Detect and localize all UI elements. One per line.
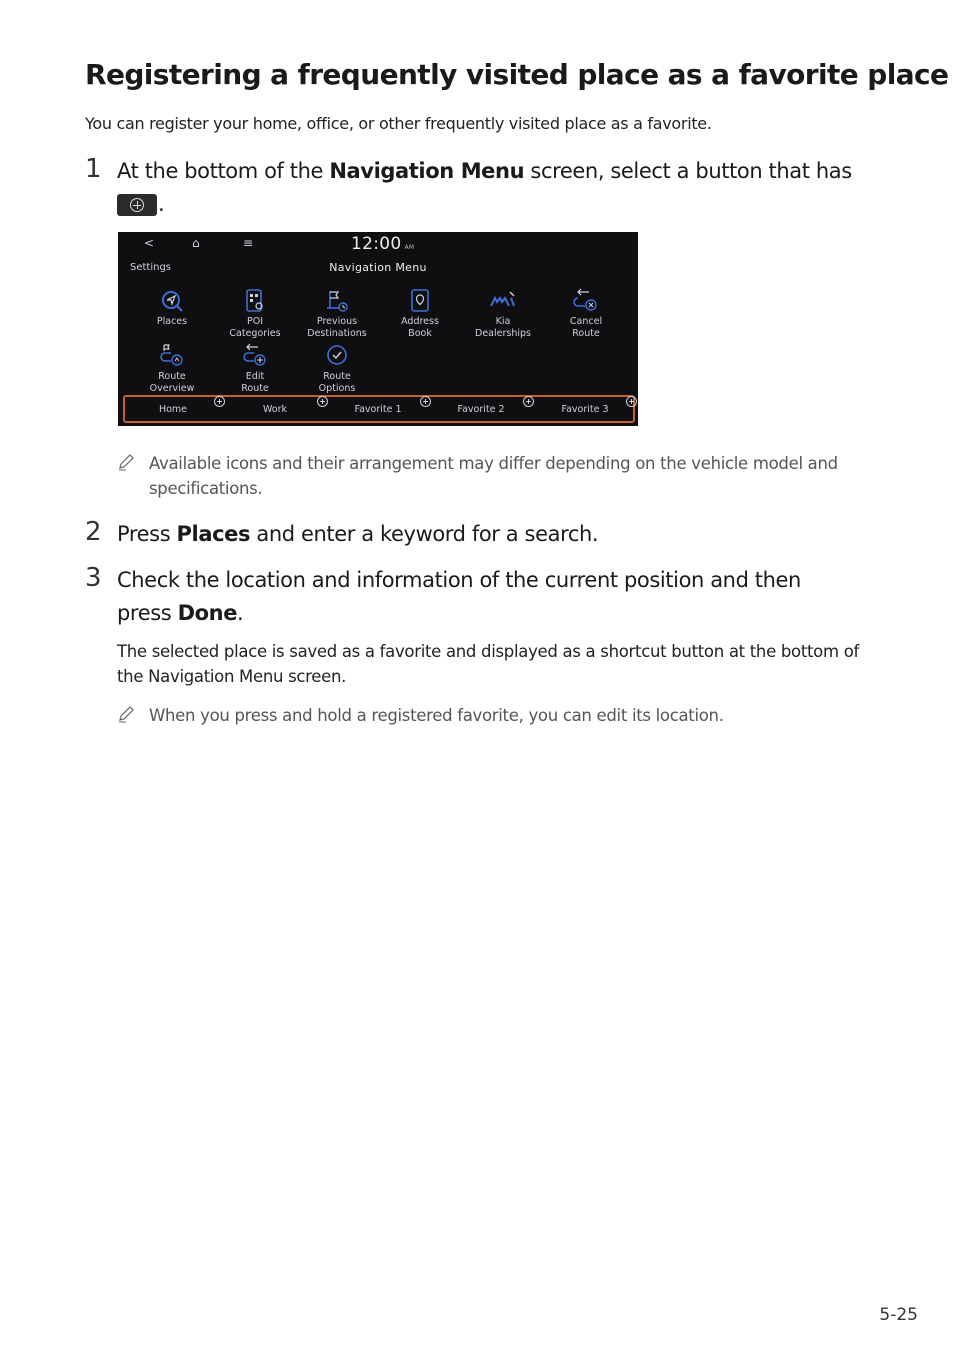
pencil-note-icon (117, 705, 135, 723)
places-term: Places (176, 522, 251, 546)
menu-title: Navigation Menu (329, 261, 427, 274)
places-icon (159, 288, 185, 314)
tile-previous-destinations[interactable]: Previous Destinations (297, 288, 377, 340)
route-overview-icon (159, 343, 185, 369)
plus-icon (626, 396, 637, 407)
back-icon[interactable]: < (144, 236, 155, 250)
tile-edit-route[interactable]: Edit Route (215, 343, 295, 395)
cancel-route-icon (573, 288, 599, 314)
poi-categories-icon (242, 288, 268, 314)
plus-icon (317, 396, 328, 407)
page-title: Registering a frequently visited place as a favorite place (85, 58, 949, 91)
pencil-note-icon (117, 453, 135, 471)
intro-text: You can register your home, office, or other frequently visited place as a favorite. (85, 114, 712, 133)
favorite-1-button[interactable]: Favorite 1 (354, 404, 402, 415)
plus-icon (523, 396, 534, 407)
tile-kia-dealerships[interactable]: Kia Dealerships (463, 288, 543, 340)
kia-logo-icon (488, 288, 518, 314)
step-number: 2 (85, 517, 102, 547)
tile-poi-categories[interactable]: POI Categories (215, 288, 295, 340)
navigation-menu-term: Navigation Menu (329, 159, 525, 183)
page-number: 5-25 (879, 1305, 918, 1325)
tile-places[interactable]: Places (132, 288, 212, 328)
favorite-2-button[interactable]: Favorite 2 (457, 404, 505, 415)
plus-icon (214, 396, 225, 407)
note-2: When you press and hold a registered favorite, you can edit its location. (117, 703, 857, 729)
clock: 12:00 AM (351, 234, 415, 254)
address-book-icon (407, 288, 433, 314)
favorite-home-button[interactable]: Home (158, 404, 188, 415)
step-number: 1 (85, 154, 102, 184)
menu-icon[interactable]: ≡ (243, 236, 254, 250)
tile-cancel-route[interactable]: Cancel Route (546, 288, 626, 340)
step-text: Check the location and information of the current position and then press Done. (117, 568, 801, 625)
step-text: At the bottom of the Navigation Menu screen, select a button that has . (117, 159, 852, 216)
tile-route-overview[interactable]: Route Overview (132, 343, 212, 395)
previous-destinations-icon (324, 288, 350, 314)
route-options-icon (324, 343, 350, 369)
step-3-description: The selected place is saved as a favorite and displayed as a shortcut button at the bottom of the Navigation Menu screen. (117, 642, 859, 686)
tile-address-book[interactable]: Address Book (380, 288, 460, 340)
step-text: Press Places and enter a keyword for a search. (117, 522, 599, 546)
step-number: 3 (85, 563, 102, 593)
note-1: Available icons and their arrangement may differ depending on the vehicle model and specifications. (117, 451, 857, 501)
navigation-menu-screenshot (118, 232, 638, 426)
done-term: Done (177, 601, 238, 625)
home-icon[interactable]: ⌂ (192, 236, 200, 250)
favorite-3-button[interactable]: Favorite 3 (561, 404, 609, 415)
tile-route-options[interactable]: Route Options (297, 343, 377, 395)
edit-route-icon (242, 343, 268, 369)
plus-icon (420, 396, 431, 407)
settings-link[interactable]: Settings (130, 262, 172, 273)
add-favorite-button-icon (117, 194, 157, 216)
favorite-work-button[interactable]: Work (262, 404, 288, 415)
